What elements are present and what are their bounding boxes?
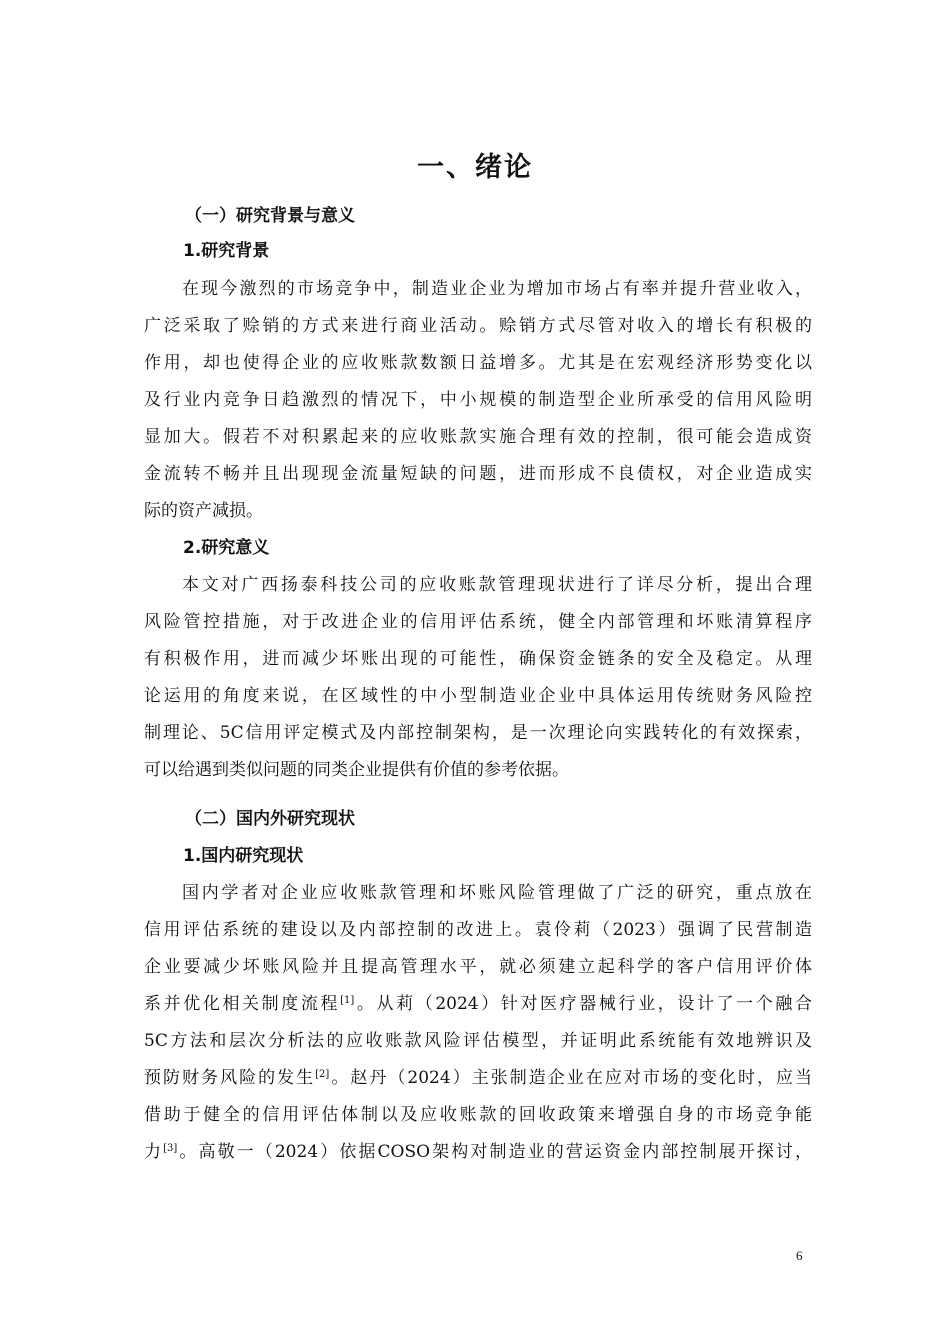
text-line: 及行业内竞争日趋激烈的情况下，中小规模的制造型企业所承受的信用风险明 — [144, 390, 812, 410]
chapter-title: 一、绪论 — [417, 152, 533, 183]
text-fragment: 。高敬一（2024）依据COSO架构对制造业的营运资金内部控制展开探讨， — [177, 1142, 813, 1162]
text-line: 借助于健全的信用评估体制以及应收账款的回收政策来增强自身的市场竞争能 — [144, 1105, 812, 1125]
page-number: 6 — [796, 1248, 803, 1263]
text-line — [144, 1060, 812, 1097]
text-line — [144, 986, 812, 1023]
text-line: 信用评估系统的建设以及内部控制的改进上。袁伶莉（2023）强调了民营制造 — [144, 920, 812, 940]
text-line: 可以给遇到类似问题的同类企业提供有价值的参考依据。 — [144, 760, 569, 780]
paragraph-domestic-research — [144, 875, 812, 1171]
subsection-heading-significance: 2.研究意义 — [183, 538, 270, 558]
citation-ref-2[interactable]: [2] — [315, 1069, 330, 1080]
text-line: 在现今激烈的市场竞争中，制造业企业为增加市场占有率并提升营业收入， — [182, 279, 812, 299]
paragraph-significance — [144, 567, 812, 789]
text-line: 金流转不畅并且出现现金流量短缺的问题，进而形成不良债权，对企业造成实 — [144, 464, 812, 484]
text-line: 企业要减少坏账风险并且提高管理水平，就必须建立起科学的客户信用评价体 — [144, 957, 812, 977]
text-line: 国内学者对企业应收账款管理和坏账风险管理做了广泛的研究，重点放在 — [182, 883, 812, 903]
text-line: 5C方法和层次分析法的应收账款风险评估模型，并证明此系统能有效地辨识及 — [144, 1031, 812, 1051]
text-line: 本文对广西扬泰科技公司的应收账款管理现状进行了详尽分析，提出合理 — [182, 575, 812, 595]
subsection-heading-background: 1.研究背景 — [183, 241, 270, 261]
subsection-heading-domestic: 1.国内研究现状 — [183, 846, 304, 866]
paragraph-background — [144, 271, 812, 530]
citation-ref-3[interactable]: [3] — [163, 1143, 178, 1154]
text-line: 显加大。假若不对积累起来的应收账款实施合理有效的控制，很可能会造成资 — [144, 427, 812, 447]
text-line — [144, 1134, 812, 1171]
text-fragment: 力 — [144, 1142, 164, 1162]
citation-ref-1[interactable]: [1] — [340, 995, 355, 1006]
text-line: 际的资产减损。 — [144, 501, 263, 521]
section-heading-research-status: （二）国内外研究现状 — [185, 809, 355, 829]
text-line: 风险管控措施，对于改进企业的信用评估系统，健全内部管理和坏账清算程序 — [144, 612, 812, 632]
section-heading-background: （一）研究背景与意义 — [185, 206, 355, 226]
text-line: 有积极作用，进而减少坏账出现的可能性，确保资金链条的安全及稳定。从理 — [144, 649, 812, 669]
text-line: 制理论、5C信用评定模式及内部控制架构，是一次理论向实践转化的有效探索， — [144, 723, 812, 743]
text-fragment: 预防财务风险的发生 — [144, 1068, 316, 1088]
text-fragment: 。赵丹（2024）主张制造企业在应对市场的变化时，应当 — [329, 1068, 812, 1088]
text-line: 论运用的角度来说，在区域性的中小型制造业企业中具体运用传统财务风险控 — [144, 686, 812, 706]
text-fragment: 。从莉（2024）针对医疗器械行业，设计了一个融合 — [354, 994, 813, 1014]
text-line: 作用，却也使得企业的应收账款数额日益增多。尤其是在宏观经济形势变化以 — [144, 353, 812, 373]
text-line: 广泛采取了赊销的方式来进行商业活动。赊销方式尽管对收入的增长有积极的 — [144, 316, 812, 336]
text-fragment: 系并优化相关制度流程 — [144, 994, 341, 1014]
